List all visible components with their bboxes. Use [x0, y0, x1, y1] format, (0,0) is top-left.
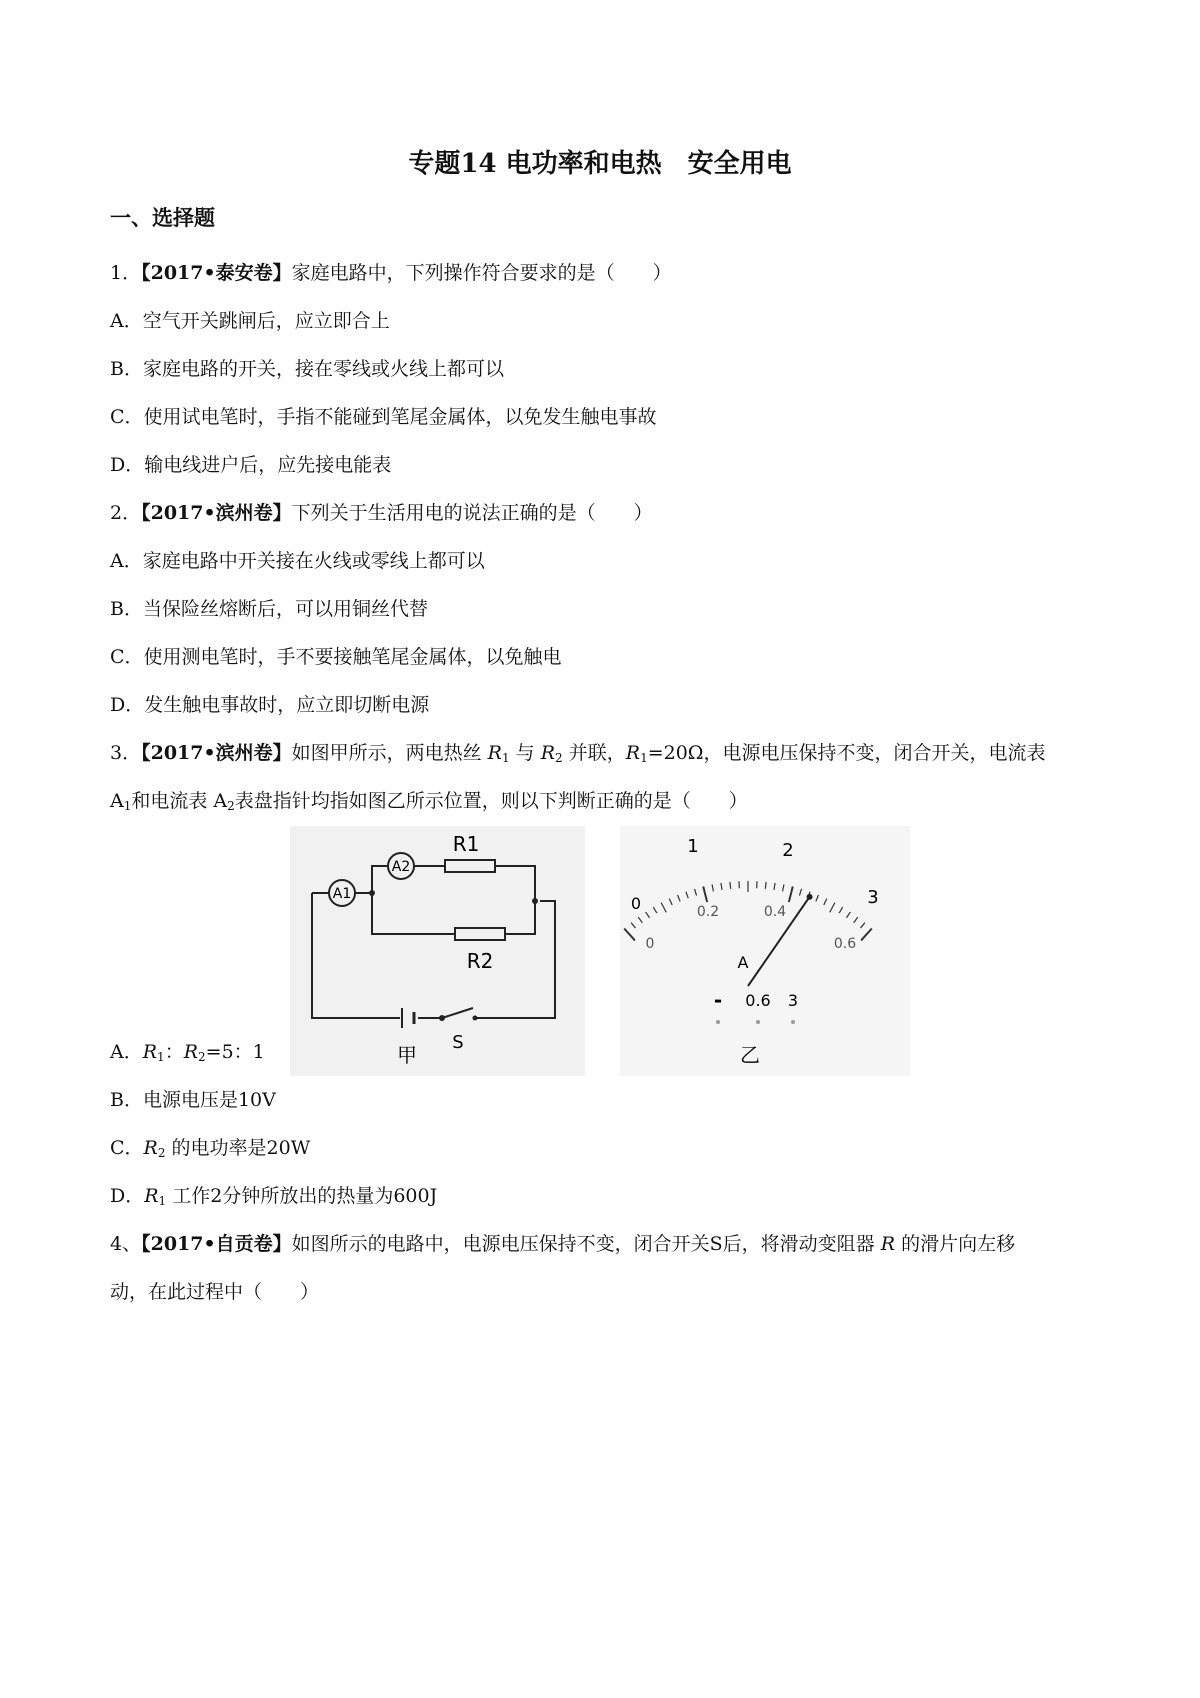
dial-tick — [653, 907, 657, 913]
section-heading: 一、选择题 — [110, 205, 215, 230]
dial-upper-label-1: 1 — [687, 836, 699, 857]
wire-upper-left — [372, 866, 387, 893]
dial-tick — [646, 912, 650, 918]
dial-tick — [839, 907, 843, 913]
dial-tick — [695, 889, 697, 896]
question-3-option-d: D．$R_1$ 工作2分钟所放出的热量为600J — [110, 1185, 438, 1208]
question-1-option-d: D．输电线进户后，应先接电能表 — [110, 454, 392, 476]
question-4-stem-line-1: 4、【2017•自贡卷】如图所示的电路中，电源电压保持不变，闭合开关S后，将滑动变阻器 R 的滑片向左移 — [110, 1233, 1016, 1255]
question-1-option-b: B．家庭电路的开关，接在零线或火线上都可以 — [110, 358, 504, 380]
question-3-figures — [290, 826, 910, 1076]
dial-needle-tip — [807, 894, 813, 900]
wire-lower-left — [372, 893, 455, 934]
question-3-option-c: C．$R_2$ 的电功率是20W — [110, 1137, 311, 1160]
dial-tick — [721, 883, 722, 890]
dial-svg — [620, 826, 910, 1076]
figure-jia-caption: 甲 — [397, 1043, 417, 1067]
terminal-minus-screw — [716, 1020, 720, 1024]
junction-left — [369, 890, 375, 896]
dial-lower-label-04: 0.4 — [763, 904, 787, 920]
dial-tick — [669, 899, 672, 905]
question-1-option-c: C．使用试电笔时，手指不能碰到笔尾金属体，以免发生触电事故 — [110, 406, 657, 428]
dial-tick — [783, 885, 784, 892]
ammeter-a2-label: A2 — [391, 859, 411, 875]
dial-lower-label-0: 0 — [645, 936, 655, 952]
question-3-option-a: A．$R_1$：$R_2=5$：1 — [110, 1041, 265, 1064]
dial-tick-marks — [624, 881, 872, 940]
terminal-3: 3 — [787, 991, 799, 1010]
dial-unit-label: A — [737, 953, 749, 972]
question-4-stem-line-2: 动，在此过程中（ ） — [110, 1281, 320, 1303]
question-2-option-b: B．当保险丝熔断后，可以用铜丝代替 — [110, 598, 428, 620]
dial-tick — [703, 886, 707, 902]
dial-tick — [678, 895, 681, 901]
page-title: 专题14 电功率和电热 安全用电 — [408, 149, 792, 179]
dial-tick — [799, 889, 801, 896]
question-2-option-c: C．使用测电笔时，手不要接触笔尾金属体，以免触电 — [110, 646, 562, 668]
dial-tick — [661, 903, 666, 913]
figure-yi-caption: 乙 — [740, 1043, 760, 1067]
dial-tick — [712, 885, 713, 892]
dial-tick — [816, 895, 819, 901]
junction-right — [532, 898, 538, 904]
question-2-option-d: D．发生触电事故时，应立即切断电源 — [110, 694, 430, 716]
dial-upper-zero: 0 — [630, 894, 642, 913]
dial-tick — [638, 917, 642, 923]
dial-tick — [824, 899, 827, 905]
dial-tick — [830, 903, 835, 913]
ammeter-a1-label: A1 — [332, 886, 352, 902]
circuit-svg — [290, 826, 585, 1076]
question-1-stem: 1．【2017•泰安卷】家庭电路中，下列操作符合要求的是（ ） — [110, 262, 672, 284]
resistor-r1-body — [445, 860, 495, 872]
dial-tick — [730, 882, 731, 889]
question-2-stem: 2．【2017•滨州卷】下列关于生活用电的说法正确的是（ ） — [110, 502, 653, 524]
dial-tick — [861, 923, 865, 928]
question-3-stem-line-2: $A_1$和电流表 $A_2$表盘指针均指如图乙所示位置，则以下判断正确的是（ ） — [110, 790, 748, 813]
wire-left — [312, 893, 400, 1018]
dial-lower-label-06: 0.6 — [833, 936, 857, 952]
switch-contact — [473, 1016, 478, 1021]
dial-tick — [847, 912, 851, 918]
wire-upper-right — [495, 866, 535, 901]
dial-tick — [861, 929, 872, 941]
terminal-3-screw — [791, 1020, 795, 1024]
resistor-r2-body — [455, 928, 505, 940]
resistor-r2-label: R2 — [466, 949, 494, 973]
dial-upper-label-2: 2 — [782, 840, 794, 861]
terminal-0-6-screw — [756, 1020, 760, 1024]
dial-tick — [789, 886, 793, 902]
dial-tick — [624, 929, 635, 941]
circuit-diagram-jia — [290, 826, 585, 1076]
switch-blade — [442, 1008, 473, 1018]
dial-upper-label-3: 3 — [867, 887, 879, 908]
wire-lower-right — [505, 901, 535, 934]
dial-tick — [774, 883, 775, 890]
question-3-option-b: B．电源电压是10V — [110, 1089, 276, 1111]
dial-lower-label-02: 0.2 — [696, 904, 720, 920]
dial-tick — [765, 882, 766, 889]
ammeter-dial-yi — [620, 826, 910, 1076]
question-1-option-a: A．空气开关跳闸后，应立即合上 — [110, 310, 390, 332]
question-3-stem-line-1: 3．【2017•滨州卷】如图甲所示，两电热丝 $R_1$ 与 $R_2$ 并联，$R_1=20\Omega$，电源电压保持不变，闭合开关，电流表 — [110, 742, 1046, 765]
dial-tick — [854, 917, 858, 923]
dial-tick — [631, 923, 635, 928]
terminal-0-6: 0.6 — [745, 991, 771, 1010]
question-2-option-a: A．家庭电路中开关接在火线或零线上都可以 — [110, 550, 485, 572]
resistor-r1-label: R1 — [452, 832, 480, 856]
dial-tick — [686, 892, 688, 899]
terminal-minus: - — [713, 988, 723, 1012]
switch-label: S — [452, 1032, 464, 1053]
